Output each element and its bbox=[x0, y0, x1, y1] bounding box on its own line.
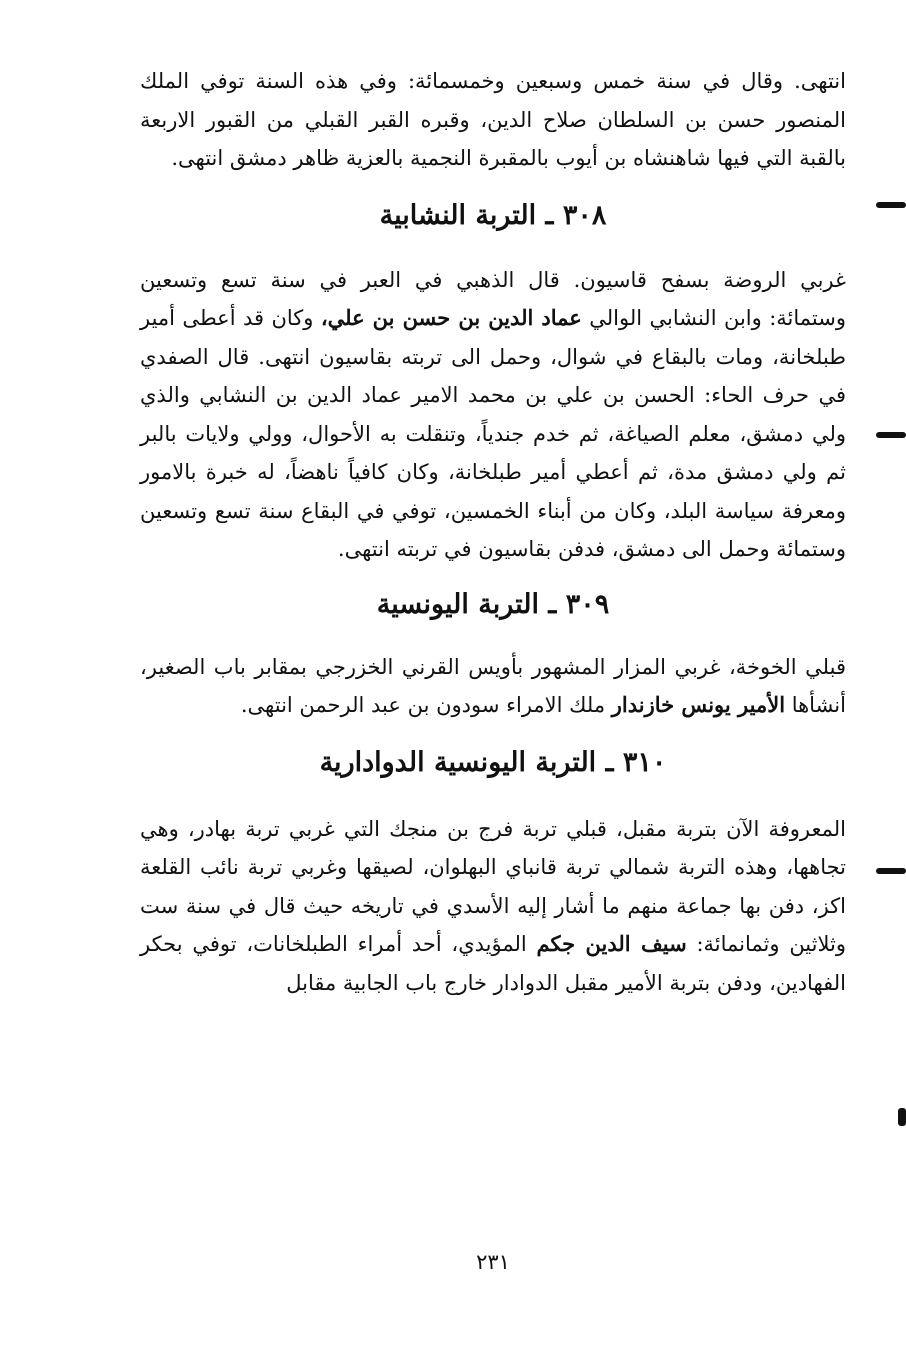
page-edge-mark bbox=[876, 202, 906, 208]
paragraph-309-text-a: قبلي الخوخة، غربي المزار المشهور بأويس القرني الخزرجي بمقابر باب الصغير، أنشأها bbox=[140, 654, 846, 717]
paragraph-310-text-a: المعروفة الآن بتربة مقبل، قبلي تربة فرج بن منجك التي غربي تربة بهادر، وهي تجاهها، وهذه التربة شمالي تربة قانباي البهلوان، لصيقها وغربي تربة نائب القلعة اكز، دفن بها جماعة منهم ما أشار إليه الأسدي في تاريخه حيث قال في سنة ست وثلاثين وثمانمائة: bbox=[140, 816, 847, 956]
paragraph-308-name: عماد الدين بن حسن بن علي، bbox=[320, 305, 582, 330]
paragraph-309-text-b: ملك الامراء سودون بن عبد الرحمن انتهى. bbox=[240, 693, 612, 717]
paragraph-intro-text: انتهى. وقال في سنة خمس وسبعين وخمسمائة: وفي هذه السنة توفي الملك المنصور حسن بن السلطان صلاح الدين، وقبره القبر القبلي من القبور الاربعة بالقبة التي فيها شاهنشاه بن أيوب بالمقبرة النجمية بالعزية ظاهر دمشق انتهى. bbox=[140, 69, 846, 170]
paragraph-309-name: الأمير يونس خازندار bbox=[611, 692, 786, 717]
paragraph-310 bbox=[140, 810, 846, 1003]
paragraph-intro bbox=[140, 62, 846, 178]
page-edge-mark bbox=[876, 432, 906, 438]
section-heading-308: ٣٠٨ ـ التربة النشابية bbox=[379, 199, 607, 231]
paragraph-309 bbox=[140, 648, 846, 725]
section-heading-309: ٣٠٩ ـ التربة اليونسية bbox=[376, 588, 610, 620]
page-number: ٢٣١ bbox=[476, 1250, 510, 1274]
page-edge-mark bbox=[876, 868, 906, 874]
page-body bbox=[140, 62, 846, 1002]
paragraph-308-text-b: وكان قد أعطى أمير طبلخانة، ومات بالبقاع في شوال، وحمل الى تربته بقاسيون انتهى. قال الصفدي في حرف الحاء: الحسن بن علي بن محمد الامير عماد الدين بن النشابي والذي ولي دمشق، معلم الصياغة، ثم خدم جندياً، وتنقلت به الأحوال، وولي ولايات بالبر ثم ولي دمشق مدة، ثم أعطي أمير طبلخانة، وكان كافياً ناهضاً، له خبرة بالامور ومعرفة سياسة البلد، وكان من أبناء الخمسين، توفي في البقاع سنة تسع وتسعين وستمائة وحمل الى دمشق، فدفن بقاسيون في تربته انتهى. bbox=[140, 306, 846, 561]
section-heading-310: ٣١٠ ـ التربة اليونسية الدوادارية bbox=[319, 746, 667, 778]
paragraph-310-text-b: المؤيدي، أحد أمراء الطبلخانات، توفي بحكر الفهادين، ودفن بتربة الأمير مقبل الدوادار خارج باب الجابية مقابل bbox=[140, 932, 846, 995]
paragraph-308 bbox=[140, 261, 846, 569]
page-edge-mark bbox=[898, 1108, 906, 1126]
paragraph-308-text-a: غربي الروضة بسفح قاسيون. قال الذهبي في العبر في سنة تسع وتسعين وستمائة: وابن النشابي الوالي bbox=[140, 267, 846, 330]
paragraph-310-name: سيف الدين جكم bbox=[536, 931, 687, 956]
